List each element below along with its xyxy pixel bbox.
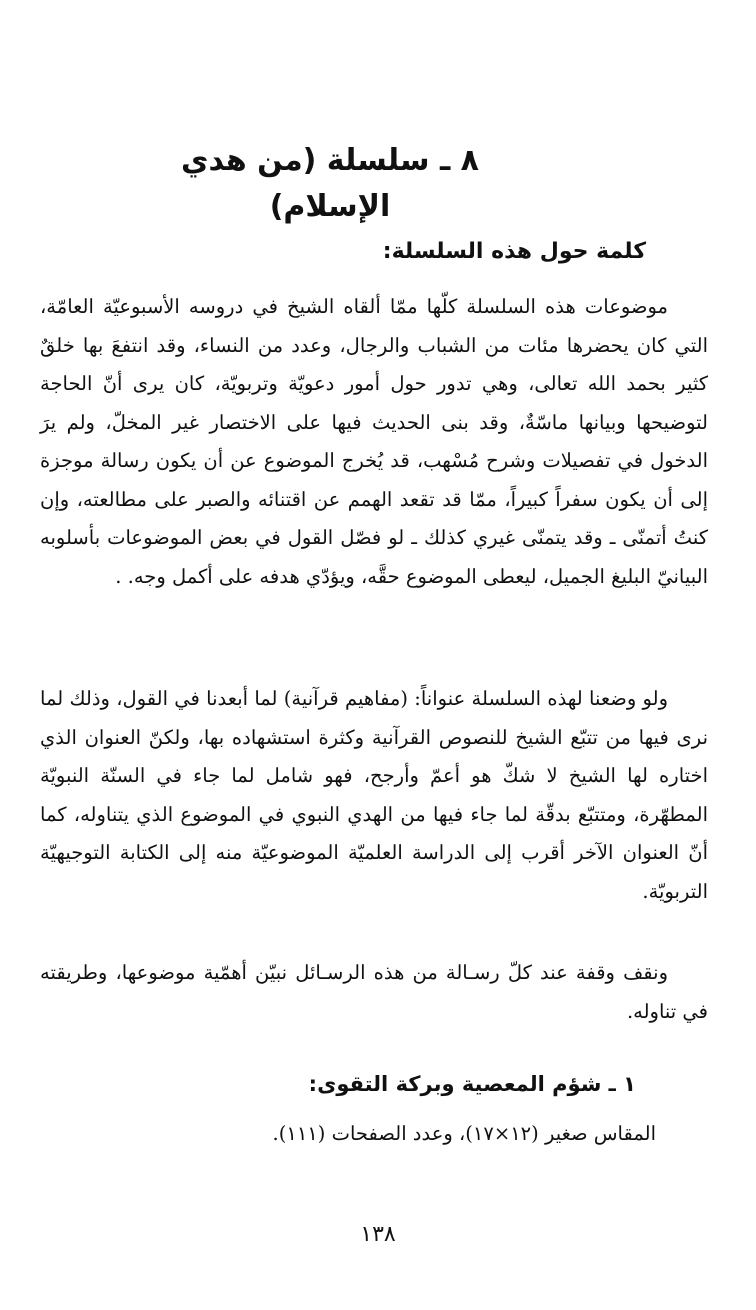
page-number: ١٣٨ — [360, 1222, 396, 1247]
paragraph-naming: ولو وضعنا لهذه السلسلة عنواناً: (مفاهيم قرآنية) لما أبعدنا في القول، وذلك لما نرى فيها من تتبّع الشيخ للنصوص القرآنية وكثرة استشهاده بها، ولكنّ العنوان الذي اختاره لها الشيخ لا شكّ هو أعمّ وأرجح، فهو شامل لما جاء في السنّة النبويّة المطهّرة، ومتتبّع بدقّة لما جاء فيها من الهدي النبوي في الموضوع الذي يتناوله، كما أنّ العنوان الآخر أقرب إلى الدراسة العلميّة الموضوعيّة منه إلى الكتابة التوجيهيّة التربويّة. — [40, 687, 708, 903]
chapter-title: ٨ ـ سلسلة (من هدي الإسلام) — [181, 143, 479, 224]
paragraph-pause: ونقف وقفة عند كلّ رسـالة من هذه الرسـائل نبيّن أهمّية موضوعها، وطريقته في تناوله. — [40, 961, 708, 1023]
book-spec-line: المقاس صغير (١٢×١٧)، وعدد الصفحات (١١١). — [272, 1122, 656, 1145]
paragraph-intro: موضوعات هذه السلسلة كلّها ممّا ألقاه الشيخ في دروسه الأسبوعيّة العامّة، التي كان يحضرها مئات من الشباب والرجال، وعدد من النساء، وقد انتفعَ بها خلقٌ كثير بحمد الله تعالى، وهي تدور حول أمور دعويّة وتربويّة، كان يرى أنّ الحاجة لتوضيحها وبيانها ماسّةٌ، وقد بنى الحديث فيها على الاختصار غير المخلّ، ولم يرَ الدخول في تفصيلات وشرح مُسْهب، قد يُخرج الموضوع عن أن يكون رسالة موجزة إلى أن يكون سفراً كبيراً، ممّا قد تقعد الهمم عن اقتنائه والصبر على مطالعته، وإن كنتُ أتمنّى ـ وقد يتمنّى غيري كذلك ـ لو فصّل القول في بعض الموضوعات بأسلوبه البيانيّ البليغ الجميل، ليعطى الموضوع حقَّه، ويؤدّي هدفه على أكمل وجه. . — [40, 295, 708, 588]
section-heading: كلمة حول هذه السلسلة: — [382, 239, 646, 264]
sub-heading: ١ ـ شؤم المعصية وبركة التقوى: — [308, 1072, 636, 1096]
